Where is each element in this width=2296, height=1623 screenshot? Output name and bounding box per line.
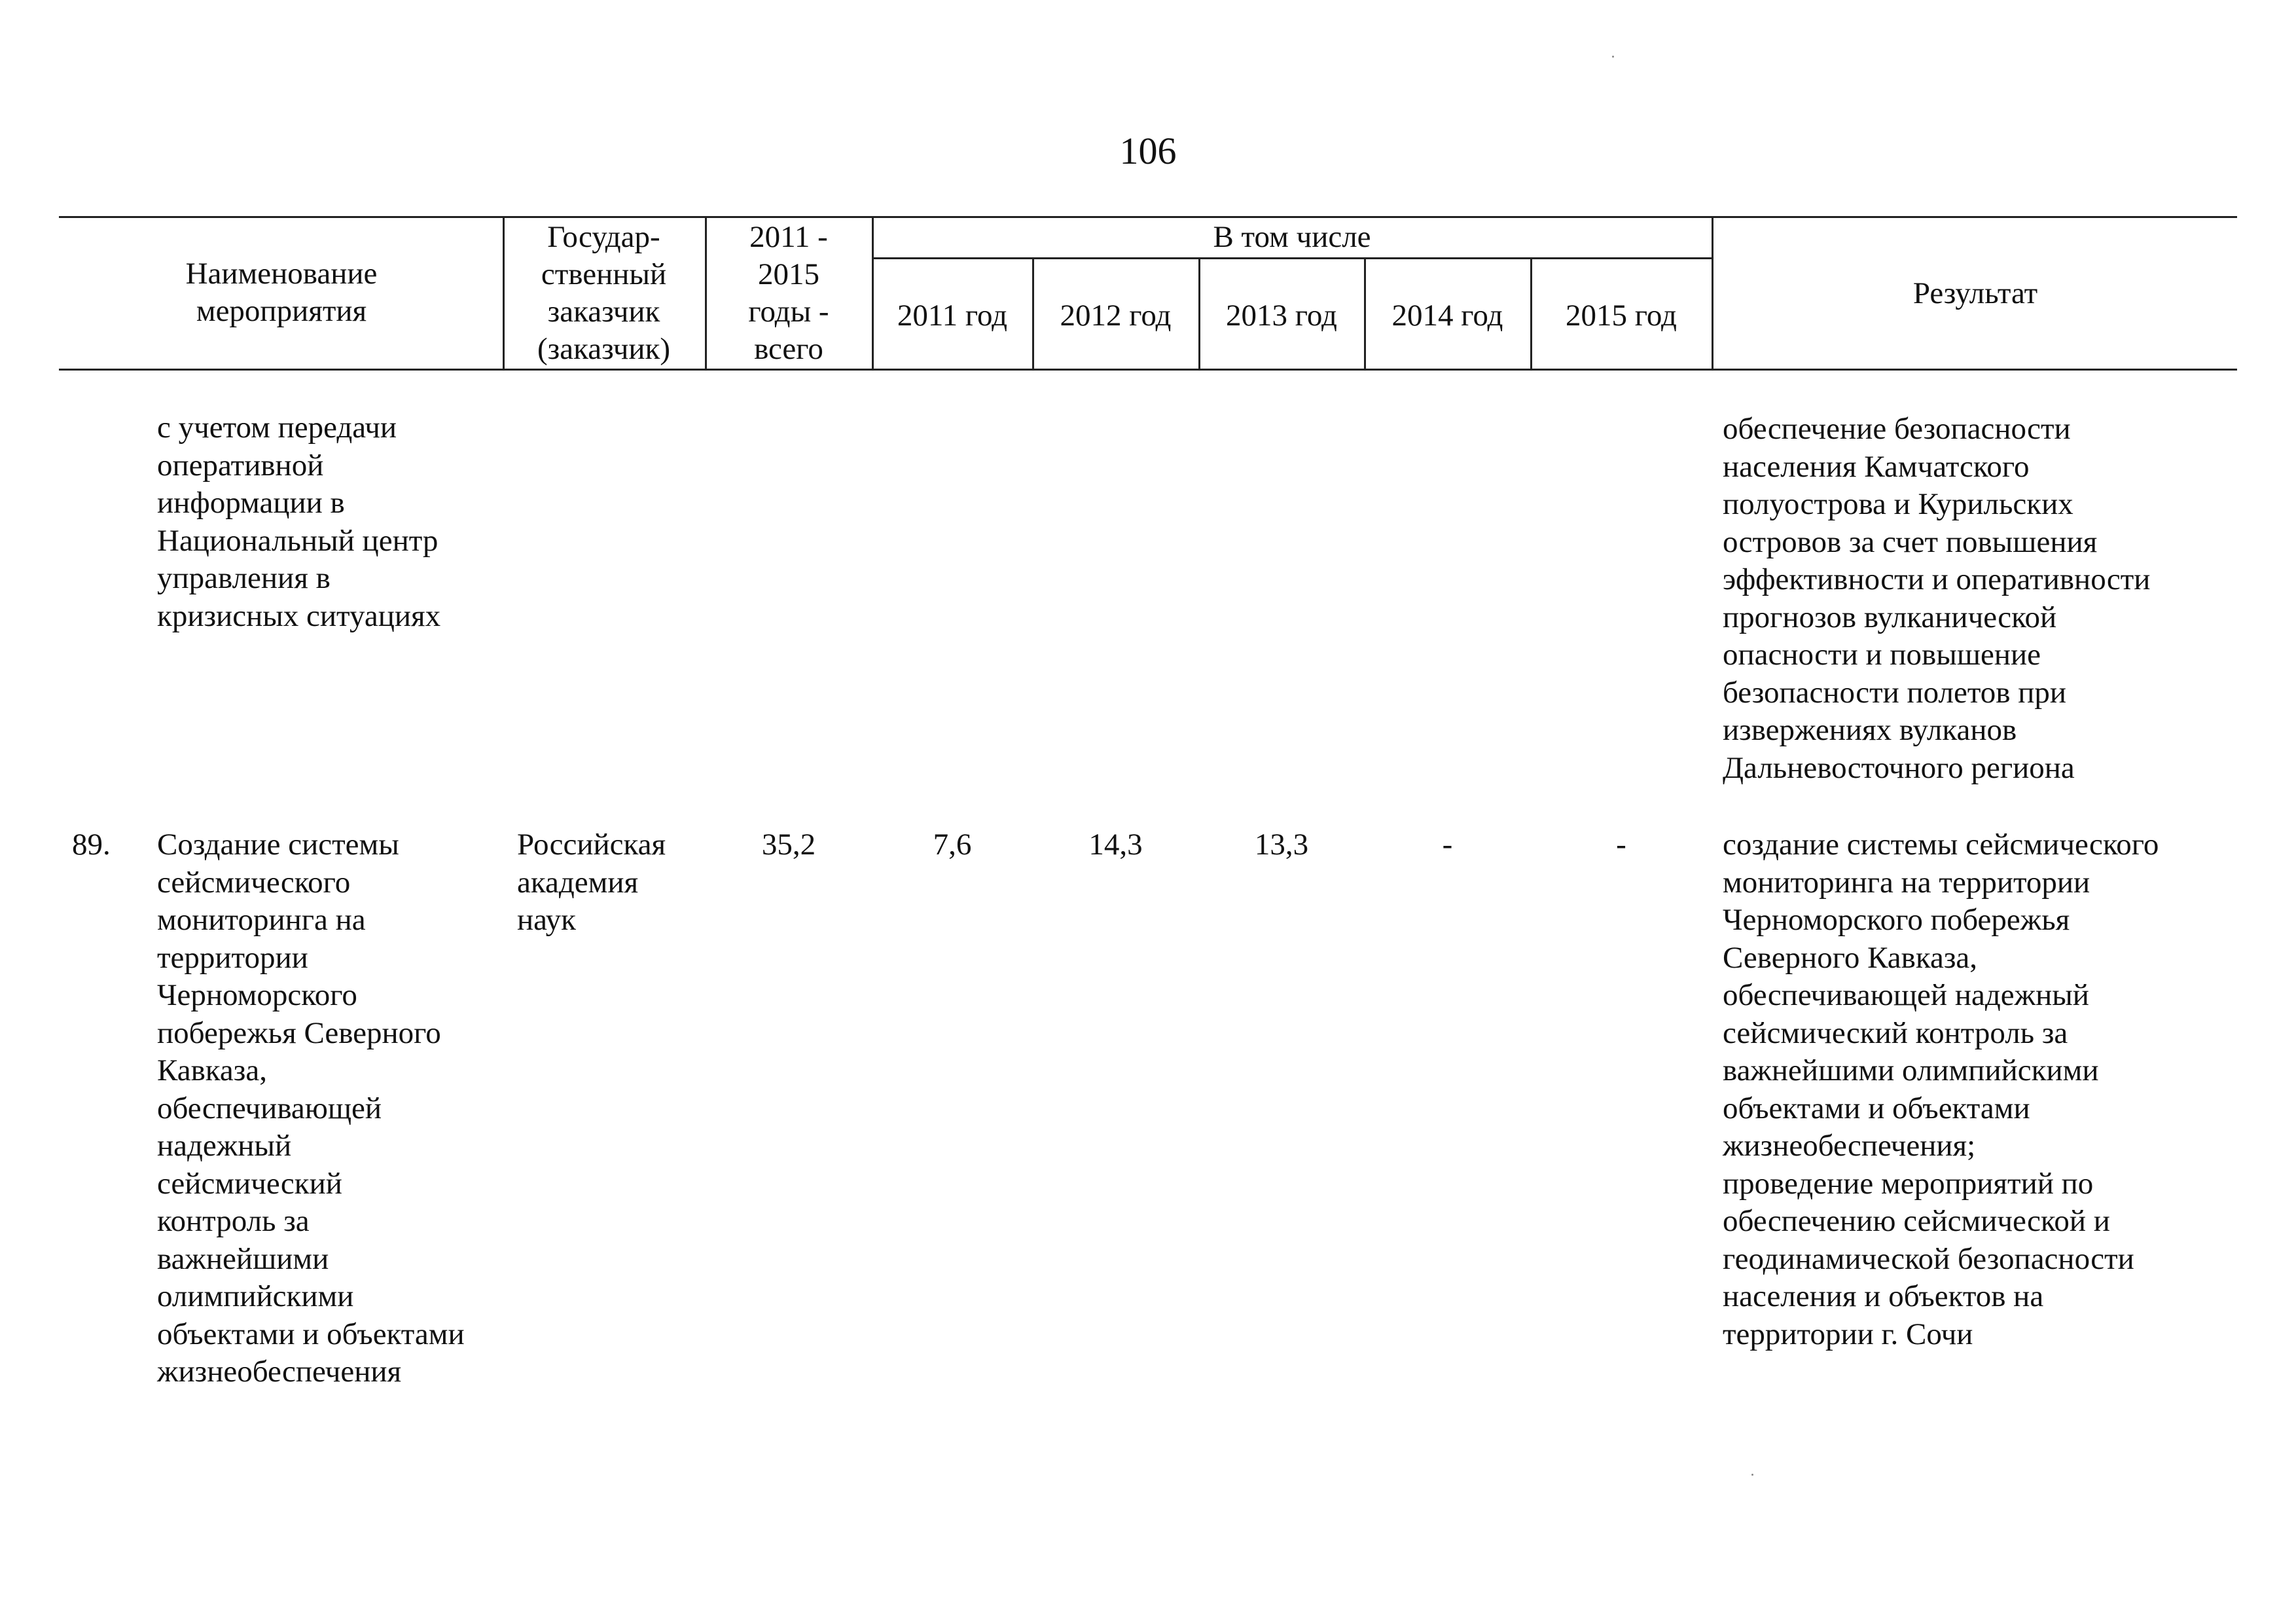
header-year-2011: 2011 год (897, 299, 1008, 333)
row-89-total: 35,2 (761, 828, 816, 862)
row-89-2012: 14,3 (1088, 828, 1143, 862)
header-year-2015: 2015 год (1566, 299, 1677, 333)
row-89-2011: 7,6 (933, 828, 972, 862)
scan-speck (1612, 56, 1614, 58)
row-continuation-name: с учетом передачи оперативной информации в Национальный центр управления в кризисных ситуациях (157, 410, 441, 633)
row-continuation-result: обеспечение безопасности населения Камчатского полуострова и Курильских островов за счет повышения эффективности и оперативности прогнозов вулканической опасности и повышение безопасности полетов при извержениях вулканов Дальневосточного региона (1723, 412, 2151, 785)
header-name: Наименование мероприятия (185, 257, 378, 328)
row-89-number: 89. (72, 828, 111, 862)
table-header-bottom-rule (59, 369, 2237, 371)
header-year-2013: 2013 год (1226, 299, 1337, 333)
header-total: 2011 - 2015 годы - всего (748, 220, 829, 366)
row-89-customer: Российская академия наук (517, 828, 666, 937)
row-89-result: создание системы сейсмического мониторинга на территории Черноморского побережья Северного Кавказа, обеспечивающей надежный сейсмический контроль за важнейшими олимпийскими объектами и объектами жизнеобеспечения; проведение мероприятий по обеспечению сейсмической и геодинамической безопасности населения и объектов на территории г. Сочи (1723, 828, 2159, 1351)
header-including: В том числе (1213, 220, 1371, 254)
header-customer: Государ- ственный заказчик (заказчик) (537, 220, 670, 366)
table-top-rule (59, 216, 2237, 218)
header-year-2012: 2012 год (1060, 299, 1172, 333)
row-89-2015: - (1616, 828, 1626, 862)
header-result: Результат (1912, 276, 2038, 310)
row-89-2014: - (1442, 828, 1453, 862)
row-89-name: Создание системы сейсмического мониторинга на территории Черноморского побережья Северного Кавказа, обеспечивающей надежный сейсмический контроль за важнейшими олимпийскими объектами и объектами жизнеобеспечения (157, 828, 465, 1389)
header-year-2014: 2014 год (1391, 299, 1503, 333)
including-subheader-rule (872, 257, 1712, 259)
scan-speck (1751, 1474, 1753, 1476)
page-number: 106 (1119, 130, 1177, 172)
row-89-2013: 13,3 (1254, 828, 1309, 862)
